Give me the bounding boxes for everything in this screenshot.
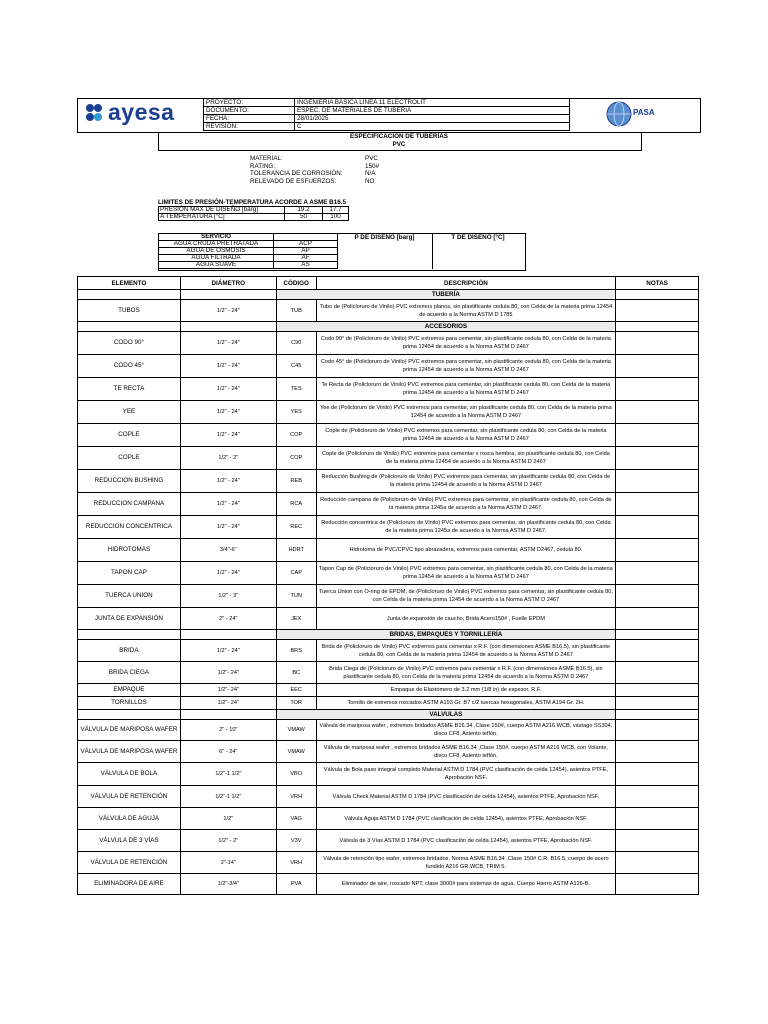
element-cell: YEE — [78, 401, 181, 424]
notes-cell — [616, 516, 699, 539]
client-logo-text: PASA — [633, 108, 655, 117]
element-cell: CODO 90° — [78, 332, 181, 355]
service-header: SERVICIO — [159, 234, 274, 241]
code-cell: BRS — [276, 640, 316, 662]
service-row — [159, 241, 338, 248]
notes-cell — [616, 493, 699, 516]
diameter-cell: 1/2" - 24" — [180, 300, 276, 322]
diameter-cell: 1/2" - 24" — [180, 332, 276, 355]
diameter-cell: 3/4"-6" — [180, 539, 276, 562]
description-cell: Brida de (Policloruro de Vinilo) PVC extremos para cementar x R.F. (con dimensiones ASME B16.5), sin plastificante cedula 80, con Celda de la materia prima 12454 de acuerdo a la Norma ASTM D 2467 — [316, 640, 615, 662]
company-logo-text: ayesa — [108, 99, 175, 125]
property-label: MATERIAL: — [250, 155, 283, 162]
section-spacer — [180, 710, 276, 720]
table-row — [78, 585, 699, 608]
section-spacer — [180, 630, 276, 640]
header-field-value: ESPEC. DE MATERIALES DE TUBERIA — [295, 107, 570, 115]
property-label: RATING: — [250, 163, 276, 170]
table-row — [78, 852, 699, 874]
description-cell: Válvula de 3 Vías ASTM D 1784 (PVC clasificación de celda 12454), asientos PTFE, Aprobación NSF. — [316, 830, 615, 852]
property-value: PVC — [365, 155, 378, 162]
section-spacer — [616, 290, 699, 300]
notes-cell — [616, 808, 699, 830]
section-title: ACCESORIOS — [276, 322, 615, 332]
notes-cell — [616, 763, 699, 786]
column-header-element: ELEMENTO — [78, 277, 181, 290]
property-value: NO — [365, 178, 375, 185]
description-cell: Reducción Bushing de (Policloruro de Vinilo) PVC extremos para cementar, sin plastificante cedula 80, con Celda de la materia prima 12454 de acuerdo a la Norma ASTM D 2467 — [316, 470, 615, 493]
element-cell: EMPAQUE — [78, 684, 181, 697]
diameter-cell: 1/2" - 24" — [180, 355, 276, 378]
code-cell: VMAW — [276, 741, 316, 763]
section-title: TUBERÍA — [276, 290, 615, 300]
code-cell: TUB — [276, 300, 316, 322]
service-code: AF — [274, 255, 338, 262]
table-row — [78, 786, 699, 808]
property-value: 150# — [365, 163, 380, 170]
table-row — [78, 608, 699, 630]
element-cell: TE RECTA — [78, 378, 181, 401]
section-spacer — [78, 630, 181, 640]
notes-cell — [616, 539, 699, 562]
diameter-cell: 2" - 10" — [180, 720, 276, 741]
limits-value: 19.2 — [285, 207, 323, 214]
section-row — [78, 710, 699, 720]
element-cell: BRIDA CIEGA — [78, 662, 181, 684]
notes-cell — [616, 355, 699, 378]
section-spacer — [180, 290, 276, 300]
description-cell: Válvula Check Material ASTM D 1784 (PVC clasificación de celda 12454), asientos PTFE, Aprobación NSF. — [316, 786, 615, 808]
table-row — [78, 662, 699, 684]
section-spacer — [78, 322, 181, 332]
code-cell: C45 — [276, 355, 316, 378]
table-row — [78, 378, 699, 401]
materials-spec-table — [77, 276, 699, 895]
table-row — [78, 539, 699, 562]
code-cell: CAP — [276, 562, 316, 585]
section-title: BRIDAS, EMPAQUES Y TORNILLERÍA — [276, 630, 615, 640]
header-field-row — [204, 107, 570, 115]
table-row — [78, 830, 699, 852]
service-row — [159, 248, 338, 255]
diameter-cell: 1/2" - 24" — [180, 470, 276, 493]
diameter-cell: 1/2" - 2" — [180, 447, 276, 470]
diameter-cell: 1/2" - 24" — [180, 493, 276, 516]
limits-value: 17.7 — [323, 207, 349, 214]
diameter-cell: 1/2" - 3" — [180, 585, 276, 608]
description-cell: Válvula de Bola paso integral completo Material ASTM D 1784 (PVC clasificación de celda 12454), asientos PTFE, Aprobación NSF. — [316, 763, 615, 786]
element-cell: VÁLVULA DE MARIPOSA WAFER — [78, 720, 181, 741]
section-row — [78, 290, 699, 300]
code-cell: TES — [276, 378, 316, 401]
limits-label: PRESIÓN MAX DE DISEÑO [barg] — [159, 207, 285, 214]
table-row — [78, 516, 699, 539]
service-name: AGUA FILTRADA — [159, 255, 274, 262]
notes-cell — [616, 640, 699, 662]
element-cell: REDUCCION CONCENTRICA — [78, 516, 181, 539]
description-cell: Brida Ciega de (Policloruro de Vinilo) PVC extremos para cementar x R.F. (con dimensiones ASME B16.5), sin plastificante cedula 80, con Celda de la materia prima 12454 de acuerdo a la Norma ASTM D 2467 — [316, 662, 615, 684]
diameter-cell: 1/2" - 24" — [180, 640, 276, 662]
diameter-cell: 1/2" - 24" — [180, 516, 276, 539]
element-cell: REDUCCION CAMPANA — [78, 493, 181, 516]
element-cell: COPLE — [78, 447, 181, 470]
service-row — [159, 262, 338, 269]
element-cell: ELIMINADORA DE AIRE — [78, 874, 181, 895]
header-field-row — [204, 123, 570, 131]
column-header-diameter: DIÁMETRO — [180, 277, 276, 290]
element-cell: REDUCCION BUSHING — [78, 470, 181, 493]
section-spacer — [78, 290, 181, 300]
notes-cell — [616, 585, 699, 608]
property-value: N/A — [365, 170, 376, 177]
table-row — [78, 874, 699, 895]
section-spacer — [180, 322, 276, 332]
design-pressure-header: P DE DISEÑO [barg] — [354, 234, 415, 241]
table-row — [78, 684, 699, 697]
element-cell: TAPON CAP — [78, 562, 181, 585]
element-cell: CODO 45° — [78, 355, 181, 378]
header-field-value: 28/01/2025 — [295, 115, 570, 123]
description-cell: Cople de (Policloruro de Vinilo) PVC extremos para cementar x rosca hembra, sin plastificante cedula 80, con Celda de la materia prima 12454 de acuerdo a la Norma ASTM D 2467 — [316, 447, 615, 470]
code-cell: PVA — [276, 874, 316, 895]
limits-value: 50 — [285, 214, 323, 221]
notes-cell — [616, 684, 699, 697]
spec-subtitle: PVC — [392, 141, 406, 148]
diameter-cell: 6" - 24" — [180, 741, 276, 763]
code-cell: HDRT — [276, 539, 316, 562]
table-row — [78, 355, 699, 378]
code-cell: VAG — [276, 808, 316, 830]
limits-row — [159, 214, 349, 221]
table-row — [78, 300, 699, 322]
client-globe-icon — [605, 100, 633, 128]
notes-cell — [616, 720, 699, 741]
code-cell: BC — [276, 662, 316, 684]
description-cell: Codo 90° de (Policloruro de Vinilo) PVC extremos para cementar, sin plastificante cedula 80, con Celda de la materia prima 12454 de acuerdo a la Norma ASTM D 2467 — [316, 332, 615, 355]
diameter-cell: 1/2"-1 1/2" — [180, 786, 276, 808]
design-temperature-header: T DE DISEÑO [°C] — [451, 234, 505, 241]
description-cell: Junta de expansión de caucho, Brida Acero150# , Fuelle EPDM — [316, 608, 615, 630]
code-cell: VMAW — [276, 720, 316, 741]
spec-title: ESPECIFICACIÓN DE TUBERÍAS — [350, 133, 448, 140]
service-code: AP — [274, 248, 338, 255]
column-header-code: CÓDIGO — [276, 277, 316, 290]
element-cell: VÁLVULA DE RETENCIÓN — [78, 786, 181, 808]
code-cell: RCA — [276, 493, 316, 516]
description-cell: Hidrotoma de PVC/CPVC tipo abrazadera, extremos para cementar, ASTM D2467, cedula 80. — [316, 539, 615, 562]
diameter-cell: 1/2" — [180, 808, 276, 830]
code-cell: VRH — [276, 852, 316, 874]
description-cell: Empaque de Elastómero de 3.2 mm (1/8 in) de espesor, R.F. — [316, 684, 615, 697]
section-title: VALVULAS — [276, 710, 615, 720]
code-cell: EEC — [276, 684, 316, 697]
element-cell: BRIDA — [78, 640, 181, 662]
code-cell: COP — [276, 447, 316, 470]
element-cell: TORNILLOS — [78, 697, 181, 710]
section-row — [78, 322, 699, 332]
notes-cell — [616, 470, 699, 493]
description-cell: Válvula de retención tipo wafer, extremos bridados, Norma ASME B16.34 ,Clase 150# C.R. B16.5, cuerpo de acero fundido A216 GR.WCB, TRIM 5. — [316, 852, 615, 874]
table-row — [78, 697, 699, 710]
description-cell: Te Recta de (Policloruro de Vinilo) PVC extremos para cementar, sin plastificante cedula 80, con Celda de la materia prima 12454 de acuerdo a la Norma ASTM D 2467 — [316, 378, 615, 401]
description-cell: Tuerca Union con O-ring de EPDM, de (Policloruro de Vinilo) PVC extremos para cementar, sin plastificante cedula 80, con Celda de la materia prima 12454 de acuerdo a la Norma ASTM D 2467 — [316, 585, 615, 608]
element-cell: COPLE — [78, 424, 181, 447]
diameter-cell: 2"-14" — [180, 852, 276, 874]
code-cell: REC — [276, 516, 316, 539]
element-cell: VÁLVULA DE RETENCIÓN — [78, 852, 181, 874]
description-cell: Reducción concentrica de (Policloruro de Vinilo) PVC extremos para cementar, sin plastificante cedula 80, con Celda de la materia prima 1245a de acuerdo a la Norma ASTM D 2467. — [316, 516, 615, 539]
element-cell: VÁLVULA DE AGUJA — [78, 808, 181, 830]
table-row — [78, 401, 699, 424]
header-field-label: DOCUMENTO: — [204, 107, 295, 115]
header-field-label: FECHA: — [204, 115, 295, 123]
limits-label: A TEMPERATURA [°C] — [159, 214, 285, 221]
element-cell: TUERCA UNION — [78, 585, 181, 608]
diameter-cell: 1/2" - 24" — [180, 424, 276, 447]
notes-cell — [616, 608, 699, 630]
element-cell: JUNTA DE EXPANSIÓN — [78, 608, 181, 630]
description-cell: Yee de (Policloruro de Vinilo) PVC extremos para cementar, sin plastificante cedula 80, con Celda de la materia prima 12454 de acuerdo a la Norma ASTM D 2467 — [316, 401, 615, 424]
description-cell: Cople de (Policloruro de Vinilo) PVC extremos para cementar, sin plastificante cedula 80, con Celda de la materia prima 12454 de acuerdo a la Norma ASTM D 2467 — [316, 424, 615, 447]
code-cell: C90 — [276, 332, 316, 355]
header-field-label: PROYECTO: — [204, 99, 295, 107]
notes-cell — [616, 401, 699, 424]
property-label: RELEVADO DE ESFUERZOS: — [250, 178, 337, 185]
table-row — [78, 424, 699, 447]
code-cell: V3V — [276, 830, 316, 852]
table-header-row — [78, 277, 699, 290]
table-row — [78, 562, 699, 585]
element-cell: TUBOS — [78, 300, 181, 322]
element-cell: VÁLVULA DE 3 VÍAS — [78, 830, 181, 852]
header-field-value: INGENIERIA BASICA LINEA 11 ELECTROLIT — [295, 99, 570, 107]
section-row — [78, 630, 699, 640]
table-row — [78, 470, 699, 493]
section-spacer — [78, 710, 181, 720]
service-row — [159, 255, 338, 262]
section-spacer — [616, 322, 699, 332]
header-field-row — [204, 115, 570, 123]
table-row — [78, 763, 699, 786]
code-cell: TOR — [276, 697, 316, 710]
code-cell: YES — [276, 401, 316, 424]
service-code: ACP — [274, 241, 338, 248]
diameter-cell: 1/2"- 24" — [180, 684, 276, 697]
element-cell: VÁLVULA DE BOLA — [78, 763, 181, 786]
table-row — [78, 808, 699, 830]
description-cell: Tornillo de extremos roscados ASTM A193 Gr. B7 c/2 tuercas hexagonales, ASTM A194 Gr. 2H. — [316, 697, 615, 710]
description-cell: Reducción campana de (Policloruro de Vinilo) PVC extremos para cementar, sin plastificante cedula 80, con Celda de la materia prima 1245a de acuerdo a la Norma ASTM D 2467. — [316, 493, 615, 516]
limits-table — [158, 206, 349, 221]
notes-cell — [616, 830, 699, 852]
description-cell: Tapon Cap de (Policloruro de Vinilo) PVC extremos para cementar, sin plastificante cedula 80, con Celda de la materia prima 12454 de acuerdo a la Norma ASTM D 2467 — [316, 562, 615, 585]
diameter-cell: 1/2" - 2" — [180, 830, 276, 852]
notes-cell — [616, 562, 699, 585]
code-cell: JEX — [276, 608, 316, 630]
description-cell: Tubo de (Policloruro de Vinilo) PVC extremos planos, sin plastificante cedula 80, con Celda de la materia prima 12454 de acuerdo a la Norma ASTM D 1785 — [316, 300, 615, 322]
notes-cell — [616, 697, 699, 710]
header-field-row — [204, 99, 570, 107]
diameter-cell: 1/2"-1 1/2" — [180, 763, 276, 786]
diameter-cell: 1/2" - 24" — [180, 562, 276, 585]
description-cell: Válvula de mariposa wafer , extremos bridados ASME B16.34 ,Clase 150#, cuerpo ASTM A216 WCB, vástago SS304, disco CF8, Asiento teflón. — [316, 720, 615, 741]
diameter-cell: 1/2" - 24" — [180, 401, 276, 424]
column-header-notes: NOTAS — [616, 277, 699, 290]
element-cell: VÁLVULA DE MARIPOSA WAFER — [78, 741, 181, 763]
notes-cell — [616, 378, 699, 401]
diameter-cell: 1/2" - 24" — [180, 378, 276, 401]
service-name: AGUA DE OSMOSIS — [159, 248, 274, 255]
code-cell: VBO — [276, 763, 316, 786]
diameter-cell: 1/2"- 24" — [180, 697, 276, 710]
diameter-cell: 1/2"-3/4" — [180, 874, 276, 895]
diameter-cell: 1/2"- 24" — [180, 662, 276, 684]
header-field-label: REVISIÓN: — [204, 123, 295, 131]
header-field-value: C — [295, 123, 570, 131]
code-cell: COP — [276, 424, 316, 447]
notes-cell — [616, 424, 699, 447]
column-header-description: DESCRIPCIÓN — [316, 277, 615, 290]
table-row — [78, 493, 699, 516]
service-name: AGUA CRUDA PRETRATADA — [159, 241, 274, 248]
property-label: TOLERANCIA DE CORROSIÓN: — [250, 170, 343, 177]
notes-cell — [616, 874, 699, 895]
section-spacer — [616, 630, 699, 640]
notes-cell — [616, 741, 699, 763]
notes-cell — [616, 447, 699, 470]
description-cell: Codo 45° de (Policloruro de Vinilo) PVC extremos para cementar, sin plastificante cedula 80, con Celda de la materia prima 12454 de acuerdo a la Norma ASTM D 2467 — [316, 355, 615, 378]
header-fields — [203, 98, 570, 131]
element-cell: HIDROTOMAS — [78, 539, 181, 562]
description-cell: Eliminador de aire, roscado NPT, clase 3000# para sistemas de agua. Cuerpo Hierro ASTM A126-B. — [316, 874, 615, 895]
limits-value: 100 — [323, 214, 349, 221]
code-cell: REB — [276, 470, 316, 493]
code-cell: VRH — [276, 786, 316, 808]
notes-cell — [616, 852, 699, 874]
table-row — [78, 640, 699, 662]
service-name: AGUA SUAVE — [159, 262, 274, 269]
service-table — [158, 233, 338, 269]
diameter-cell: 2" - 24" — [180, 608, 276, 630]
table-row — [78, 720, 699, 741]
code-cell: TUN — [276, 585, 316, 608]
description-cell: Válvula Aguja ASTM D 1784 (PVC clasificación de celda 12454), asientos PTFE, Aprobación NSF. — [316, 808, 615, 830]
notes-cell — [616, 332, 699, 355]
table-row — [78, 741, 699, 763]
description-cell: Válvula de mariposa wafer , extremos bridados ASME B16.34 ,Clase 150#, cuerpo ASTM A216 WCB, con Volante, disco CF8, Asiento teflón. — [316, 741, 615, 763]
limits-title: LIMITES DE PRESIÓN-TEMPERATURA ACORDE A ASME B16.5 — [158, 199, 346, 206]
service-code: AS — [274, 262, 338, 269]
notes-cell — [616, 662, 699, 684]
notes-cell — [616, 300, 699, 322]
section-spacer — [616, 710, 699, 720]
table-row — [78, 332, 699, 355]
table-row — [78, 447, 699, 470]
notes-cell — [616, 786, 699, 808]
